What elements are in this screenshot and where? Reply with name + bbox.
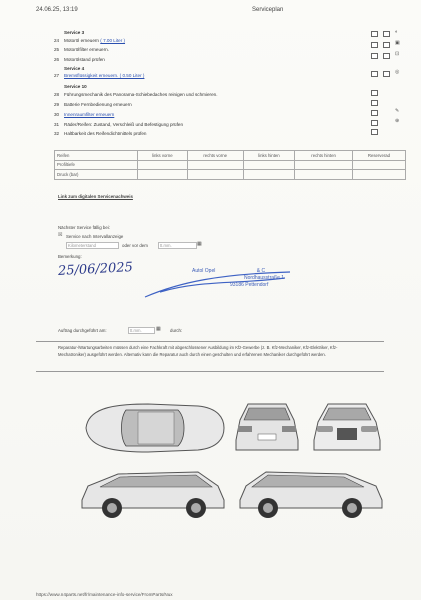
service-item (54, 73, 144, 78)
tire-icon: ⊕ (395, 118, 400, 124)
checkbox[interactable] (383, 42, 390, 48)
disclaimer-line: Mechatroniker) ausgeführt werden. Alternativ kann die Reparatur auch durch einen geschulten und erfahrenen Mechaniker durchgeführt werden. (58, 352, 326, 357)
item-text: Batterie Fernbedienung erneuern (64, 102, 132, 107)
item-number: 30 (54, 112, 60, 117)
section-service-3: Service 3 (64, 30, 85, 35)
table-row (55, 160, 406, 170)
checkbox[interactable] (371, 42, 378, 48)
checkbox[interactable] (371, 100, 378, 106)
page-title: Serviceplan (252, 7, 284, 13)
table-header-row (55, 151, 406, 161)
section-service-4: Service 4 (64, 66, 85, 71)
section-service-10: Service 10 (64, 84, 87, 89)
checkbox[interactable] (383, 71, 390, 77)
table-cell[interactable] (187, 170, 243, 180)
service-item (54, 112, 114, 117)
checked-checkbox-icon[interactable]: ☒ (58, 232, 63, 238)
col-header: Reifen (55, 151, 138, 161)
item-text: Motoröl erneuern (64, 38, 99, 43)
checkbox[interactable] (371, 90, 378, 96)
completed-label: Auftrag durchgeführt am: (58, 328, 107, 333)
item-number: 29 (54, 102, 60, 107)
next-date-input[interactable]: tt.mm. (158, 242, 197, 249)
mileage-input[interactable]: Kilometerstand (66, 242, 119, 249)
stamp-line: Autol Opel (192, 268, 216, 274)
table-row (55, 170, 406, 180)
item-link[interactable]: Bremsflüssigkeit erneuern. ( 0.50 Liter ) (64, 73, 145, 78)
item-number: 28 (54, 92, 60, 97)
digital-service-link[interactable]: Link zum digitalen Servicenachweis (58, 194, 133, 199)
col-header: Reserverad (352, 151, 405, 161)
item-number: 32 (54, 131, 60, 136)
checkbox[interactable] (383, 53, 390, 59)
car-left-side-view (78, 462, 228, 520)
item-number: 27 (54, 73, 60, 78)
wrench-icon: ✎ (395, 108, 400, 114)
car-right-side-view (236, 462, 386, 520)
table-cell[interactable] (243, 160, 295, 170)
divider (36, 341, 384, 342)
item-number: 26 (54, 57, 60, 62)
checkbox[interactable] (371, 129, 378, 135)
col-header: links hinten (243, 151, 295, 161)
item-text: Haltbarkeit des Reifendichtmittels prüfen (64, 131, 147, 136)
divider (36, 371, 384, 372)
stamp-line: Nordhausstraße 1 (244, 275, 285, 281)
calendar-icon[interactable]: ▦ (156, 326, 161, 332)
item-text: Räder/Reifen: Zustand, Verschleiß und Befestigung prüfen (64, 122, 183, 127)
col-header: links vorne (138, 151, 188, 161)
or-date-label: oder vor dem (122, 243, 148, 248)
item-link[interactable]: Innenraumfilter erneuern (64, 112, 115, 117)
dipstick-icon: ⊡ (395, 51, 400, 57)
table-cell[interactable] (295, 170, 353, 180)
service-item (54, 47, 109, 52)
checkbox[interactable] (383, 31, 390, 37)
footer-url[interactable]: https://www.n4parts.net/fr/maintenance-info-service/FromParts/Nux (36, 592, 173, 597)
service-item (54, 92, 217, 97)
brake-icon: ◎ (395, 69, 400, 75)
item-text: Führungsmechanik des Panorama-Schiebedaches reinigen und schmieren. (64, 92, 218, 97)
table-cell[interactable] (138, 170, 188, 180)
item-link[interactable]: ( 7.00 Liter ) (100, 38, 126, 43)
checkbox[interactable] (371, 31, 378, 37)
interval-label: Service nach Intervallanzeige (66, 234, 124, 239)
table-cell[interactable] (295, 160, 353, 170)
print-datetime: 24.06.25, 13:19 (36, 7, 78, 13)
row-label: Druck (bar) (55, 170, 138, 180)
oil-icon: ◐ (395, 29, 399, 35)
table-cell[interactable] (138, 160, 188, 170)
stamp-line: & C (256, 268, 266, 274)
car-top-view (78, 398, 228, 458)
col-header: rechts vorne (187, 151, 243, 161)
checkbox[interactable] (371, 53, 378, 59)
item-number: 31 (54, 122, 60, 127)
service-item (54, 122, 183, 127)
checkbox[interactable] (371, 110, 378, 116)
done-by-label: durch: (170, 328, 183, 333)
calendar-icon[interactable]: ▦ (197, 241, 202, 247)
item-number: 25 (54, 47, 60, 52)
table-cell[interactable] (352, 170, 405, 180)
item-text: Motorölfilter erneuern. (64, 47, 109, 52)
service-item (54, 38, 125, 43)
table-cell[interactable] (243, 170, 295, 180)
car-rear-view (232, 400, 302, 455)
car-front-view (310, 400, 385, 455)
row-label: Profiltiefe (55, 160, 138, 170)
service-item (54, 131, 146, 136)
col-header: rechts hinten (295, 151, 353, 161)
item-number: 24 (54, 38, 60, 43)
service-item (54, 57, 105, 62)
next-service-label: Nächster Service fällig bei: (58, 225, 110, 230)
checkbox[interactable] (371, 71, 378, 77)
filter-icon: ▣ (395, 40, 400, 46)
tire-table (54, 150, 406, 180)
table-cell[interactable] (187, 160, 243, 170)
stamp-line: 93186 Pettendorf (230, 282, 269, 288)
disclaimer-line: Reparatur-/Wartungsarbeiten müssen durch eine Fachkraft mit abgeschlossener Ausbildung im Kfz-Gewerbe (z. B. Kfz-Mechaniker, Kfz-Elektriker, Kfz- (58, 345, 338, 350)
remark-label: Bemerkung: (58, 254, 82, 259)
checkbox[interactable] (371, 120, 378, 126)
table-cell[interactable] (352, 160, 405, 170)
workshop-stamp (192, 268, 284, 289)
item-text: Motorölstand prüfen (64, 57, 105, 62)
handwritten-date: 25/06/2025 (57, 260, 134, 279)
service-item (54, 102, 132, 107)
completed-date-input[interactable]: tt.mm. (128, 327, 155, 334)
